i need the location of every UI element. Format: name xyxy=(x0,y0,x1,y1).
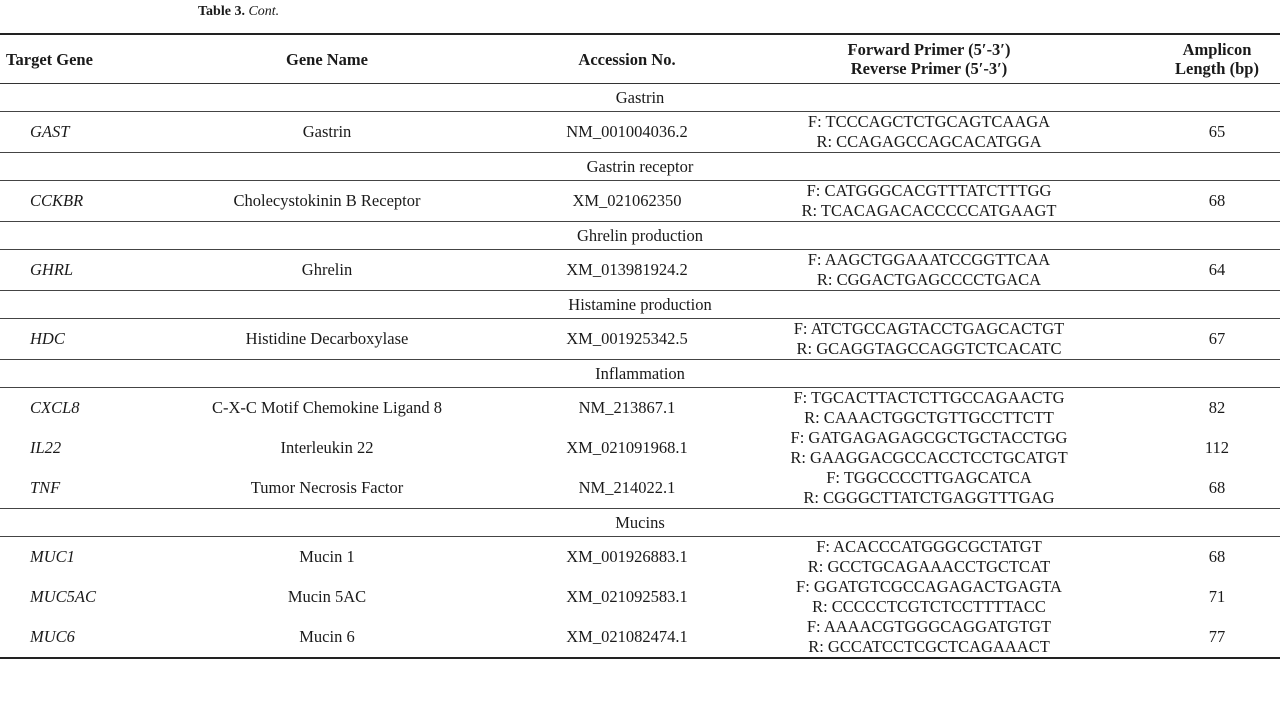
amplicon-length-cell: 77 xyxy=(1154,617,1280,658)
gene-name-cell: Mucin 5AC xyxy=(287,587,367,606)
group-title: Histamine production xyxy=(0,291,1280,319)
group-heading-row xyxy=(0,222,1280,250)
gene-name-cell: Histidine Decarboxylase xyxy=(245,329,409,348)
target-gene-cell: MUC6 xyxy=(0,617,104,658)
forward-primer: F: ATCTGCCAGTACCTGAGCACTGT xyxy=(793,319,1065,338)
header-gene-name: Gene Name xyxy=(104,34,550,84)
reverse-primer: R: GCCATCCTCGCTCAGAAACT xyxy=(808,637,1050,656)
table-row xyxy=(0,537,1280,578)
group-title: Gastrin xyxy=(0,84,1280,112)
amplicon-length-cell: 68 xyxy=(1208,191,1226,210)
primer-table xyxy=(0,33,1280,659)
reverse-primer: R: CGGGCTTATCTGAGGTTTGAG xyxy=(803,488,1055,507)
group-heading-row xyxy=(0,291,1280,319)
group-heading-row xyxy=(0,360,1280,388)
group-title: Inflammation xyxy=(0,360,1280,388)
amplicon-length-cell: 71 xyxy=(1208,587,1226,606)
target-gene-cell: MUC1 xyxy=(30,547,75,566)
accession-cell: XM_021091968.1 xyxy=(566,438,688,457)
forward-primer: F: GATGAGAGAGCGCTGCTACCTGG xyxy=(790,428,1068,447)
accession-cell: NM_214022.1 xyxy=(578,478,676,497)
amplicon-length-cell: 68 xyxy=(1208,547,1226,566)
table-row xyxy=(0,617,1280,658)
target-gene-cell: GHRL xyxy=(30,260,74,279)
table-caption-suffix: Cont. xyxy=(248,4,280,19)
table-row xyxy=(0,388,1280,429)
primer-cell xyxy=(704,319,1154,360)
table-row xyxy=(0,468,1280,509)
table-row xyxy=(0,250,1280,291)
primer-cell xyxy=(704,112,1154,153)
header-amplicon-line2: Length (bp) xyxy=(1175,59,1259,78)
group-heading-row xyxy=(0,84,1280,112)
group-title: Ghrelin production xyxy=(0,222,1280,250)
target-gene-cell: CXCL8 xyxy=(30,398,80,417)
header-primers xyxy=(704,34,1154,84)
reverse-primer: R: CCCCCTCGTCTCCTTTTACC xyxy=(812,597,1046,616)
target-gene-cell: IL22 xyxy=(30,438,62,457)
gene-name-cell: Mucin 1 xyxy=(299,547,355,566)
accession-cell: XM_021092583.1 xyxy=(566,587,688,606)
target-gene-cell: GAST xyxy=(30,122,70,141)
reverse-primer: R: TCACAGACACCCCCATGAAGT xyxy=(801,201,1057,220)
gene-name-cell: C-X-C Motif Chemokine Ligand 8 xyxy=(211,398,443,417)
gene-name-cell: Ghrelin xyxy=(301,260,353,279)
table-row xyxy=(0,112,1280,153)
amplicon-length-cell: 68 xyxy=(1208,478,1226,497)
gene-name-cell: Interleukin 22 xyxy=(280,438,374,457)
primer-cell xyxy=(704,577,1154,617)
accession-cell: XM_021062350 xyxy=(572,191,682,210)
forward-primer: F: TGGCCCCTTGAGCATCA xyxy=(826,468,1032,487)
primer-cell xyxy=(704,617,1154,658)
accession-cell: XM_013981924.2 xyxy=(566,260,688,279)
table-body xyxy=(0,84,1280,659)
accession-cell: XM_001926883.1 xyxy=(566,547,688,566)
forward-primer: F: AAGCTGGAAATCCGGTTCAA xyxy=(807,250,1051,269)
reverse-primer: R: GCAGGTAGCCAGGTCTCACATC xyxy=(796,339,1062,358)
group-heading-row xyxy=(0,509,1280,537)
amplicon-length-cell: 112 xyxy=(1204,438,1230,457)
amplicon-length-cell: 64 xyxy=(1208,260,1226,279)
forward-primer: F: ACACCCATGGGCGCTATGT xyxy=(816,537,1042,556)
gene-name-cell: Mucin 6 xyxy=(104,617,550,658)
gene-name-cell: Gastrin xyxy=(302,122,352,141)
target-gene-cell: TNF xyxy=(30,478,61,497)
header-forward-primer: Forward Primer (5′-3′) xyxy=(847,40,1011,59)
target-gene-cell: HDC xyxy=(30,329,65,348)
header-amplicon-line1: Amplicon xyxy=(1182,40,1252,59)
forward-primer: F: TGCACTTACTCTTGCCAGAACTG xyxy=(793,388,1065,407)
table-row xyxy=(0,181,1280,222)
reverse-primer: R: GCCTGCAGAAACCTGCTCAT xyxy=(807,557,1051,576)
header-row xyxy=(0,34,1280,84)
forward-primer: F: TCCCAGCTCTGCAGTCAAGA xyxy=(807,112,1051,131)
target-gene-cell: CCKBR xyxy=(30,191,84,210)
table-row xyxy=(0,577,1280,617)
amplicon-length-cell: 67 xyxy=(1208,329,1226,348)
table-header xyxy=(0,34,1280,84)
forward-primer: F: AAAACGTGGGCAGGATGTGT xyxy=(806,617,1052,636)
primer-cell xyxy=(704,468,1154,509)
gene-name-cell: Tumor Necrosis Factor xyxy=(250,478,404,497)
accession-cell: XM_001925342.5 xyxy=(566,329,688,348)
group-title: Gastrin receptor xyxy=(0,153,1280,181)
reverse-primer: R: GAAGGACGCCACCTCCTGCATGT xyxy=(790,448,1068,467)
reverse-primer: R: CAAACTGGCTGTTGCCTTCTT xyxy=(804,408,1054,427)
target-gene-cell: MUC5AC xyxy=(30,587,96,606)
primer-cell xyxy=(704,428,1154,468)
primer-cell xyxy=(704,537,1154,578)
amplicon-length-cell: 82 xyxy=(1208,398,1226,417)
primer-cell xyxy=(704,181,1154,222)
header-amplicon-length xyxy=(1154,34,1280,84)
accession-cell: NM_001004036.2 xyxy=(566,122,688,141)
table-caption-label: Table 3. xyxy=(198,4,245,19)
table-caption xyxy=(198,3,279,21)
primer-cell xyxy=(704,250,1154,291)
header-target-gene: Target Gene xyxy=(0,34,104,84)
accession-cell: NM_213867.1 xyxy=(578,398,676,417)
amplicon-length-cell: 65 xyxy=(1208,122,1226,141)
accession-cell: XM_021082474.1 xyxy=(550,617,704,658)
gene-name-cell: Cholecystokinin B Receptor xyxy=(233,191,421,210)
header-accession: Accession No. xyxy=(550,34,704,84)
forward-primer: F: CATGGGCACGTTTATCTTTGG xyxy=(806,181,1052,200)
reverse-primer: R: CCAGAGCCAGCACATGGA xyxy=(816,132,1042,151)
table-row xyxy=(0,428,1280,468)
reverse-primer: R: CGGACTGAGCCCCTGACA xyxy=(816,270,1042,289)
group-title: Mucins xyxy=(0,509,1280,537)
forward-primer: F: GGATGTCGCCAGAGACTGAGTA xyxy=(796,577,1062,596)
header-reverse-primer: Reverse Primer (5′-3′) xyxy=(850,59,1008,78)
table-row xyxy=(0,319,1280,360)
group-heading-row xyxy=(0,153,1280,181)
primer-cell xyxy=(704,388,1154,429)
